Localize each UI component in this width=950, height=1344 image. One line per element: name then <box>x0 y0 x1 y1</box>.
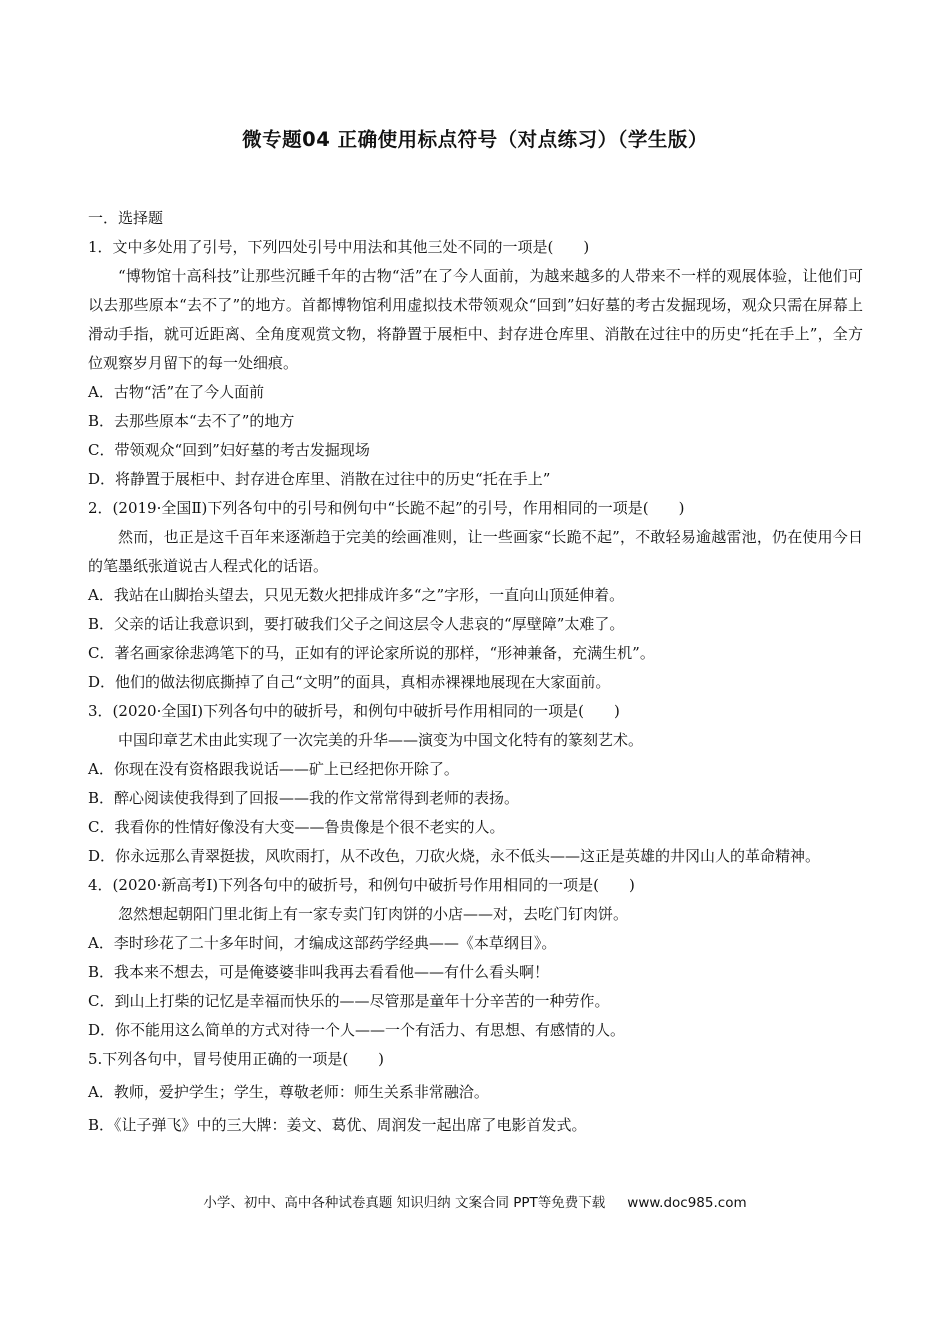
question-passage: 然而，也正是这千百年来逐渐趋于完美的绘画准则，让一些画家“长跪不起”，不敢轻易逾越雷池，仍在使用今日的笔墨纸张道说古人程式化的话语。 <box>88 528 863 575</box>
question-1 <box>88 233 863 494</box>
document-body <box>88 204 863 1140</box>
option-c: C．带领观众“回到”妇好墓的考古发掘现场 <box>88 441 370 459</box>
option-d: D．他们的做法彻底撕掉了自己“文明”的面具，真相赤裸裸地展现在大家面前。 <box>88 673 611 691</box>
option-a: A．李时珍花了二十多年时间，才编成这部药学经典——《本草纲目》。 <box>88 934 557 952</box>
option-b: B．《让子弹飞》中的三大牌：姜文、葛优、周润发一起出席了电影首发式。 <box>88 1116 587 1134</box>
question-4 <box>88 871 863 1045</box>
page-footer <box>0 1191 950 1211</box>
option-d: D．你永远那么青翠挺拔，风吹雨打，从不改色，刀砍火烧，永不低头——这正是英雄的井冈山人的革命精神。 <box>88 847 821 865</box>
question-stem: 1．文中多处用了引号，下列四处引号中用法和其他三处不同的一项是( ) <box>88 238 590 256</box>
question-passage: “博物馆十高科技”让那些沉睡千年的古物“活”在了今人面前，为越来越多的人带来不一样的观展体验，让他们可以去那些原本“去不了”的地方。首都博物馆利用虚拟技术带领观众“回到”妇好墓的考古发掘现场，观众只需在屏幕上滑动手指，就可近距离、全角度观赏文物，将静置于展柜中、封存进仓库里、消散在过往中的历史“托在手上”，全方位观察岁月留下的每一处细痕。 <box>88 267 863 372</box>
question-passage: 中国印章艺术由此实现了一次完美的升华——演变为中国文化特有的篆刻艺术。 <box>118 731 644 749</box>
question-stem: 2．(2019·全国Ⅱ)下列各句中的引号和例句中“长跪不起”的引号，作用相同的一项是( ) <box>88 499 685 517</box>
option-a: A．教师，爱护学生；学生，尊敬老师：师生关系非常融洽。 <box>88 1083 489 1101</box>
page-title: 微专题04 正确使用标点符号（对点练习）（学生版） <box>242 128 708 151</box>
question-stem: 4．(2020·新高考Ⅰ)下列各句中的破折号，和例句中破折号作用相同的一项是( ) <box>88 876 635 894</box>
footer-url[interactable]: www.doc985.com <box>627 1195 747 1211</box>
option-d: D．你不能用这么简单的方式对待一个人——一个有活力、有思想、有感情的人。 <box>88 1021 626 1039</box>
option-a: A．你现在没有资格跟我说话——矿上已经把你开除了。 <box>88 760 459 778</box>
section-heading: 一．选择题 <box>88 209 164 227</box>
option-c: C．到山上打柴的记忆是幸福而快乐的——尽管那是童年十分辛苦的一种劳作。 <box>88 992 610 1010</box>
option-a: A．古物“活”在了今人面前 <box>88 383 265 401</box>
question-2 <box>88 494 863 697</box>
option-b: B．去那些原本“去不了”的地方 <box>88 412 295 430</box>
option-b: B．父亲的话让我意识到，要打破我们父子之间这层令人悲哀的“厚壁障”太难了。 <box>88 615 625 633</box>
question-stem: 5.下列各句中，冒号使用正确的一项是( ) <box>88 1050 385 1068</box>
question-passage: 忽然想起朝阳门里北街上有一家专卖门钉肉饼的小店——对，去吃门钉肉饼。 <box>118 905 629 923</box>
option-b: B．醉心阅读使我得到了回报——我的作文常常得到老师的表扬。 <box>88 789 520 807</box>
question-5 <box>88 1045 863 1140</box>
question-3 <box>88 697 863 871</box>
option-d: D．将静置于展柜中、封存进仓库里、消散在过往中的历史“托在手上” <box>88 470 551 488</box>
footer-text: 小学、初中、高中各种试卷真题 知识归纳 文案合同 PPT等免费下载 <box>203 1195 606 1211</box>
option-a: A．我站在山脚抬头望去，只见无数火把排成许多“之”字形，一直向山顶延伸着。 <box>88 586 625 604</box>
option-c: C．著名画家徐悲鸿笔下的马，正如有的评论家所说的那样，“形神兼备，充满生机”。 <box>88 644 655 662</box>
option-c: C．我看你的性情好像没有大变——鲁贵像是个很不老实的人。 <box>88 818 505 836</box>
option-b: B．我本来不想去，可是俺婆婆非叫我再去看看他——有什么看头啊！ <box>88 963 550 981</box>
question-stem: 3．(2020·全国Ⅰ)下列各句中的破折号，和例句中破折号作用相同的一项是( ) <box>88 702 620 720</box>
